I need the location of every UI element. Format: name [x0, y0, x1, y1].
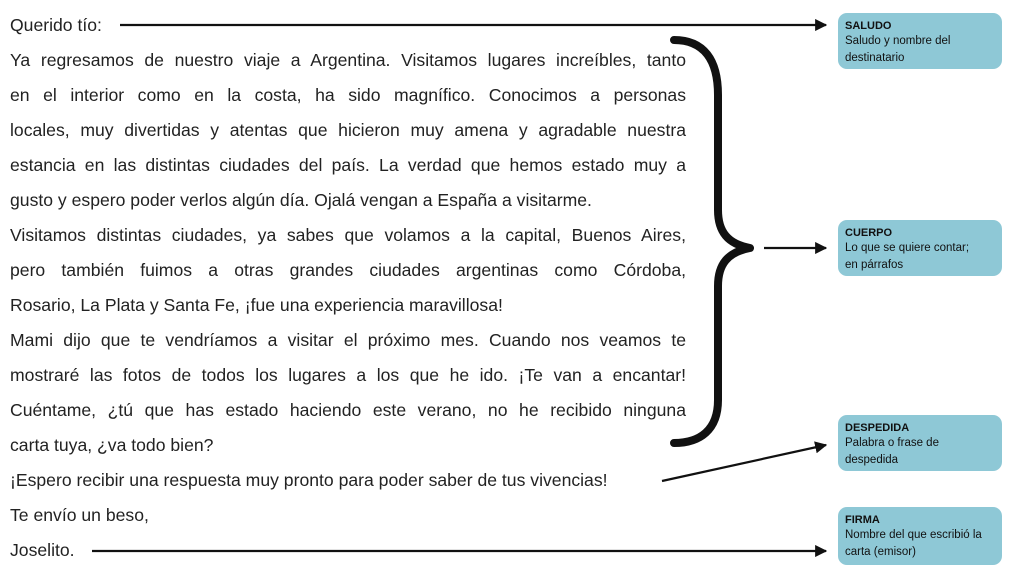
- letter-line: estancia en las distintas ciudades del país. La verdad que hemos estado muy a: [10, 155, 686, 175]
- letter-line-farewell: Te envío un beso,: [10, 505, 149, 525]
- letter-line: en el interior como en la costa, ha sido magnífico. Conocimos a personas: [10, 85, 686, 105]
- despedida-desc-line: despedida: [845, 454, 899, 466]
- despedida-desc-line: Palabra o frase de: [845, 437, 939, 449]
- letter-line-closing: ¡Espero recibir una respuesta muy pronto para poder saber de tus vivencias!: [10, 470, 608, 490]
- despedida-label-box: [838, 415, 1002, 471]
- cuerpo-desc-line: Lo que se quiere contar;: [845, 242, 970, 254]
- saludo-desc-line: destinatario: [845, 52, 905, 64]
- letter-line: locales, muy divertidas y atentas que hicieron muy amena y agradable nuestra: [10, 120, 686, 140]
- cuerpo-desc-line: en párrafos: [845, 259, 904, 271]
- letter-line: Mami dijo que te vendríamos a visitar el próximo mes. Cuando nos veamos te: [10, 330, 686, 350]
- letter-line: gusto y espero poder verlos algún día. Ojalá vengan a España a visitarme.: [10, 190, 592, 210]
- firma-desc-line: Nombre del que escribió la: [845, 529, 982, 541]
- letter-line-signature: Joselito.: [10, 540, 75, 560]
- letter-line: Visitamos distintas ciudades, ya sabes que volamos a la capital, Buenos Aires,: [10, 225, 686, 245]
- firma-desc-line: carta (emisor): [845, 546, 916, 558]
- saludo-desc-line: Saludo y nombre del: [845, 35, 951, 47]
- cuerpo-title: CUERPO: [845, 227, 893, 239]
- letter-line: Ya regresamos de nuestro viaje a Argentina. Visitamos lugares increíbles, tanto: [10, 50, 686, 70]
- firma-title: FIRMA: [845, 514, 880, 526]
- firma-label-box: [838, 507, 1002, 565]
- letter-line: carta tuya, ¿va todo bien?: [10, 435, 214, 455]
- curly-brace-icon: [674, 40, 750, 443]
- letter-line-greeting: Querido tío:: [10, 15, 102, 35]
- despedida-arrow: [662, 445, 826, 481]
- despedida-title: DESPEDIDA: [845, 422, 910, 434]
- letter-line: Rosario, La Plata y Santa Fe, ¡fue una experiencia maravillosa!: [10, 295, 503, 315]
- saludo-title: SALUDO: [845, 20, 892, 32]
- saludo-label-box: [838, 13, 1002, 69]
- letter-line: pero también fuimos a otras grandes ciudades argentinas como Córdoba,: [10, 260, 686, 280]
- letter-line: mostraré las fotos de todos los lugares a los que he ido. ¡Te van a encantar!: [10, 365, 686, 385]
- cuerpo-label-box: [838, 220, 1002, 276]
- letter-line: Cuéntame, ¿tú que has estado haciendo este verano, no he recibido ninguna: [10, 400, 686, 420]
